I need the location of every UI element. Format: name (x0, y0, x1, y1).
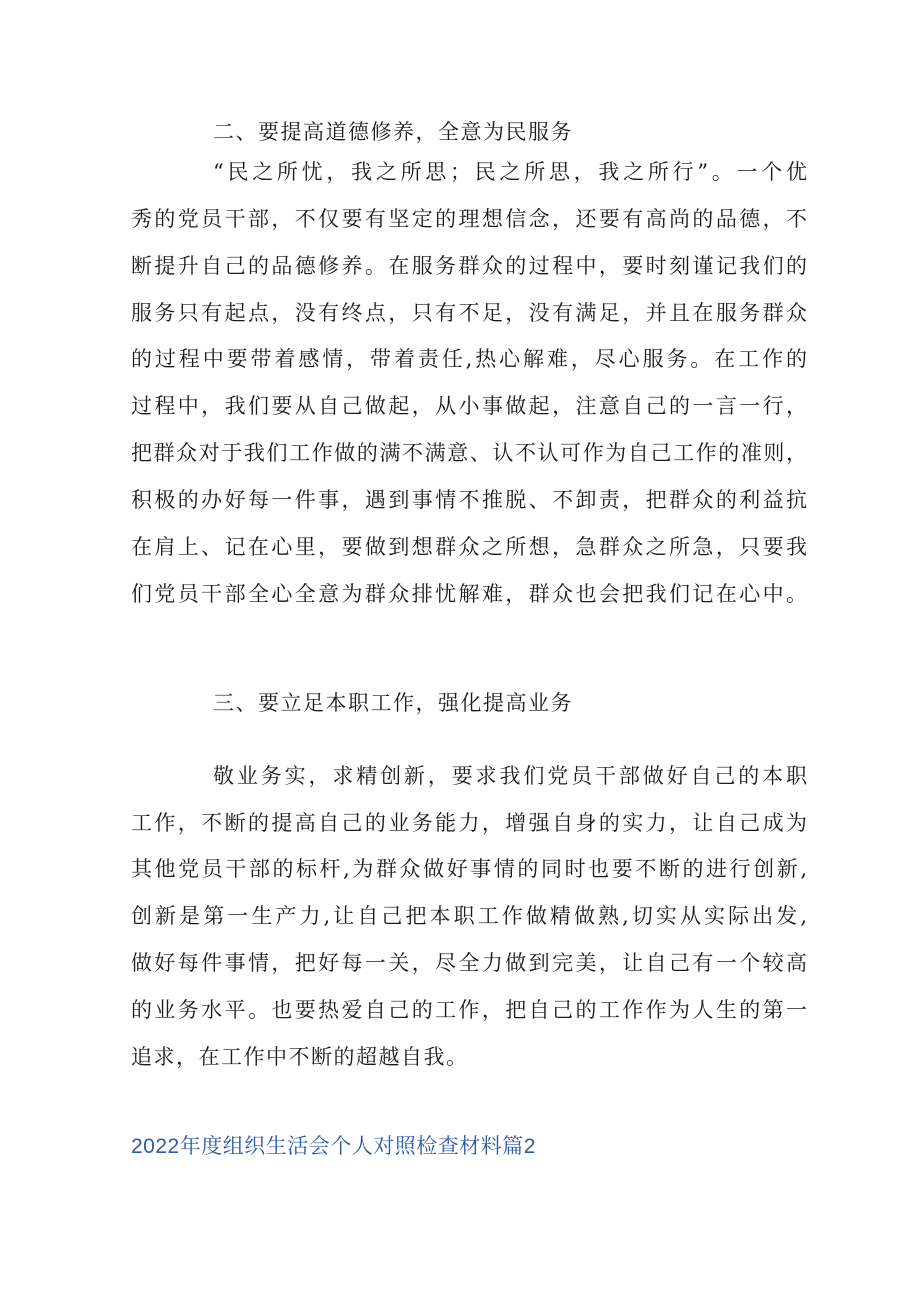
paragraph-line: 的过程中要带着感情，带着责任,热心解难，尽心服务。在工作的 (131, 347, 807, 371)
paragraph-line: 积极的办好每一件事，遇到事情不推脱、不卸责，把群众的利益抗 (131, 488, 807, 512)
paragraph-line: 追求，在工作中不断的超越自我。 (131, 1045, 469, 1069)
paragraph-line: 过程中，我们要从自己做起，从小事做起，注意自己的一言一行， (131, 394, 807, 418)
section-heading-2: 二、要提高道德修养，全意为民服务 (213, 120, 573, 144)
paragraph-line: 创新是第一生产力,让自己把本职工作做精做熟,切实从实际出发, (131, 904, 807, 928)
paragraph-line: 把群众对于我们工作做的满不满意、认不认可作为自己工作的准则， (131, 441, 807, 465)
paragraph-line: 的业务水平。也要热爱自己的工作，把自己的工作作为人生的第一 (131, 998, 807, 1022)
paragraph-line: 断提升自己的品德修养。在服务群众的过程中，要时刻谨记我们的 (131, 254, 807, 278)
next-section-title: 2022年度组织生活会个人对照检查材料篇2 (131, 1135, 536, 1158)
paragraph-line: 做好每件事情，把好每一关，尽全力做到完美，让自己有一个较高 (131, 951, 807, 975)
paragraph-line: “民之所忧，我之所思；民之所思，我之所行”。一个优 (213, 160, 807, 184)
paragraph-line: 敬业务实，求精创新，要求我们党员干部做好自己的本职 (213, 764, 807, 788)
paragraph-line: 在肩上、记在心里，要做到想群众之所想，急群众之所急，只要我 (131, 535, 807, 559)
section-heading-3: 三、要立足本职工作，强化提高业务 (213, 691, 573, 715)
paragraph-line: 工作，不断的提高自己的业务能力，增强自身的实力，让自己成为 (131, 811, 807, 835)
paragraph-line: 秀的党员干部，不仅要有坚定的理想信念，还要有高尚的品德，不 (131, 207, 807, 231)
paragraph-line: 其他党员干部的标杆,为群众做好事情的同时也要不断的进行创新, (131, 857, 807, 881)
paragraph-line: 们党员干部全心全意为群众排忧解难，群众也会把我们记在心中。 (131, 582, 807, 606)
paragraph-line: 服务只有起点，没有终点，只有不足，没有满足，并且在服务群众 (131, 301, 807, 325)
